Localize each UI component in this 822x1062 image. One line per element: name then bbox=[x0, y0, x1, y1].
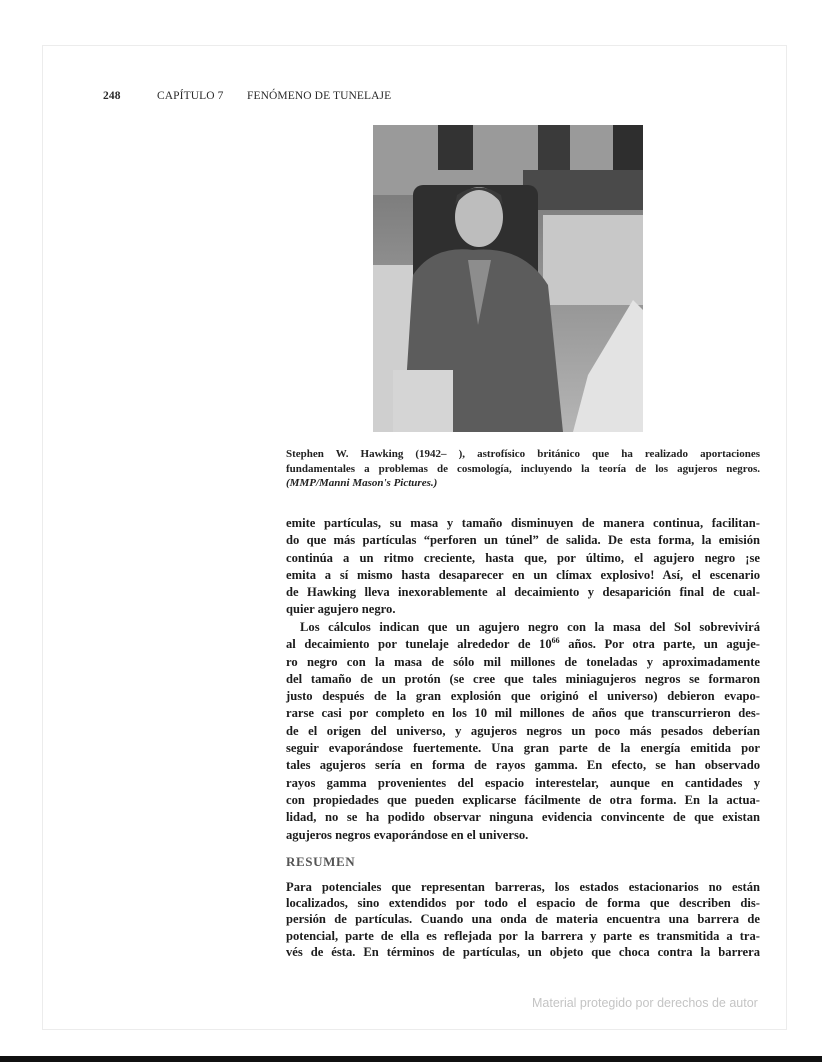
text-line: vés de ésta. En términos de partículas, un objeto que choca contra la barrera bbox=[286, 944, 760, 959]
figure-caption bbox=[286, 447, 760, 491]
text-segment: años. Por otra parte, un aguje- bbox=[559, 637, 760, 652]
text-line: ro negro con la masa de sólo mil millones de toneladas y aproximadamente bbox=[286, 654, 760, 669]
text-line: lidad, no se ha podido observar ninguna evidencia convincente de que existan bbox=[286, 810, 760, 825]
text-line: Los cálculos indican que un agujero negro con la masa del Sol sobrevivirá bbox=[300, 620, 760, 634]
text-line: rarse casi por completo en los 10 mil millones de años que transcurrieron des- bbox=[286, 706, 760, 721]
text-line: con propiedades que pueden explicarse fácilmente de otra forma. En la actua- bbox=[286, 792, 760, 807]
caption-line: Stephen W. Hawking (1942– ), astrofísico británico que ha realizado aportaciones bbox=[286, 448, 760, 460]
bottom-edge bbox=[0, 1056, 822, 1062]
text-line: localizados, sino extendidos por todo el espacio de forma que describen dis- bbox=[286, 896, 760, 911]
text-line: do que más partículas “perforen un túnel” de salida. De esta forma, la emisión bbox=[286, 533, 760, 548]
text-line: emite partículas, su masa y tamaño disminuyen de manera continua, facilitan- bbox=[286, 516, 760, 530]
section-heading-resumen: RESUMEN bbox=[286, 854, 356, 869]
text-line: continúa a un ritmo creciente, hasta que, por último, el agujero negro ¡se bbox=[286, 550, 760, 565]
paragraph-1 bbox=[286, 515, 760, 619]
text-line: de el origen del universo, y agujeros negros un poco más pesados deberían bbox=[286, 723, 760, 738]
caption-line: fundamentales a problemas de cosmología, incluyendo la teoría de los agujeros negros. bbox=[286, 462, 760, 475]
page-number: 248 bbox=[103, 90, 121, 102]
copyright-watermark: Material protegido por derechos de autor bbox=[532, 996, 758, 1010]
text-line: justo después de la gran explosión que originó el universo) debieron evapo- bbox=[286, 689, 760, 704]
exponent: 66 bbox=[551, 636, 560, 646]
text-line: agujeros negros evaporándose en el universo. bbox=[286, 827, 529, 842]
text-segment: al decaimiento por tunelaje alrededor de 10 bbox=[286, 637, 552, 652]
text-line: persión de partículas. Cuando una onda de materia encuentra una barrera de bbox=[286, 912, 760, 927]
text-line: del tamaño de un protón (se cree que tales miniagujeros negros se formaron bbox=[286, 671, 760, 686]
text-line: seguir evaporándose fuertemente. Una gran parte de la energía emitida por bbox=[286, 741, 760, 756]
text-line bbox=[286, 636, 760, 653]
text-line: Para potenciales que representan barreras, los estados estacionarios no están bbox=[286, 880, 760, 894]
paragraph-2 bbox=[286, 619, 760, 844]
text-line: potencial, parte de ella es reflejada por la barrera y parte es transmitida a tra- bbox=[286, 928, 760, 943]
summary-paragraph bbox=[286, 879, 760, 960]
text-line: de Hawking lleva inexorablemente al decaimiento y desaparición final de cual- bbox=[286, 585, 760, 600]
text-line: rayos gamma provenientes del espacio interestelar, aunque en cantidades y bbox=[286, 775, 760, 790]
chapter-title: FENÓMENO DE TUNELAJE bbox=[247, 90, 392, 102]
chapter-label: CAPÍTULO 7 bbox=[157, 90, 224, 102]
text-line: quier agujero negro. bbox=[286, 602, 396, 617]
hawking-photo bbox=[373, 125, 643, 432]
text-line: emita a sí mismo hasta desaparecer en un clímax explosivo! Así, el escenario bbox=[286, 567, 760, 582]
photo-credit: (MMP/Manni Mason's Pictures.) bbox=[286, 477, 438, 489]
text-line: tales agujeros sería en forma de rayos gamma. En efecto, se han observado bbox=[286, 758, 760, 773]
